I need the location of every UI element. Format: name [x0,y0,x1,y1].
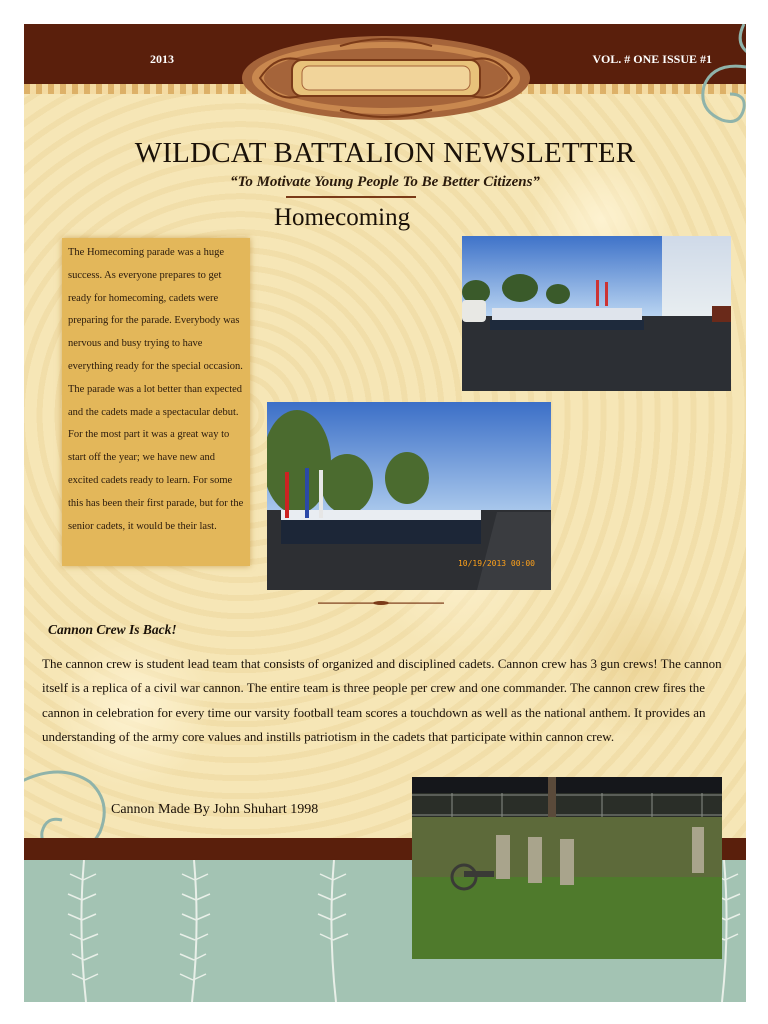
cannon-crew-heading: Cannon Crew Is Back! [48,622,177,637]
homecoming-sidebar-text: The Homecoming parade was a huge success. As everyone prepares to get ready for homecoming, cadets were preparing for the parade. Everybody was nervous and busy trying to have everything ready for the special occasion. The parade was a lot better than expected and the cadets made a spectacular debut. For the most part it was a great way to start off the year; we have new and excited cadets ready to learn. For some this has been their first parade, but for the senior cadets, it would be their last. [62,238,250,566]
cannon-crew-body: The cannon crew is student lead team that consists of organized and disciplined cadets. Cannon crew has 3 gun crews! The cannon itself is a replica of a civil war cannon. The entire team is three people per crew and one commander. The cannon crew fires the cannon in celebration for every time our varsity football team scores a touchdown as well as the national anthem. It provides an understanding of the army core values and instills patriotism in the cadets that participate within cannon crew. [42,656,722,745]
fern-decoration [314,860,354,1002]
issue-year: 2013 [150,52,174,66]
fern-decoration [174,860,214,1002]
fern-decoration [64,860,104,1002]
parade-photo-1 [462,236,731,391]
section-title-homecoming: Homecoming [274,204,411,231]
newsletter-motto: “To Motivate Young People To Be Better Citizens” [230,174,540,190]
teal-swirl-ornament [674,24,746,144]
issue-volume: VOL. # ONE ISSUE #1 [592,52,712,66]
ornamental-divider [318,601,444,605]
newsletter-page [24,24,746,1002]
photo-datestamp: 10/19/2013 00:00 [457,559,535,568]
cannon-crew-photo [412,777,722,959]
ornamental-emblem [240,34,532,122]
parade-photo-2 [267,402,551,590]
cannon-caption: Cannon Made By John Shuhart 1998 [111,802,319,817]
newsletter-title: WILDCAT BATTALION NEWSLETTER [134,137,636,169]
motto-rule [286,196,416,198]
